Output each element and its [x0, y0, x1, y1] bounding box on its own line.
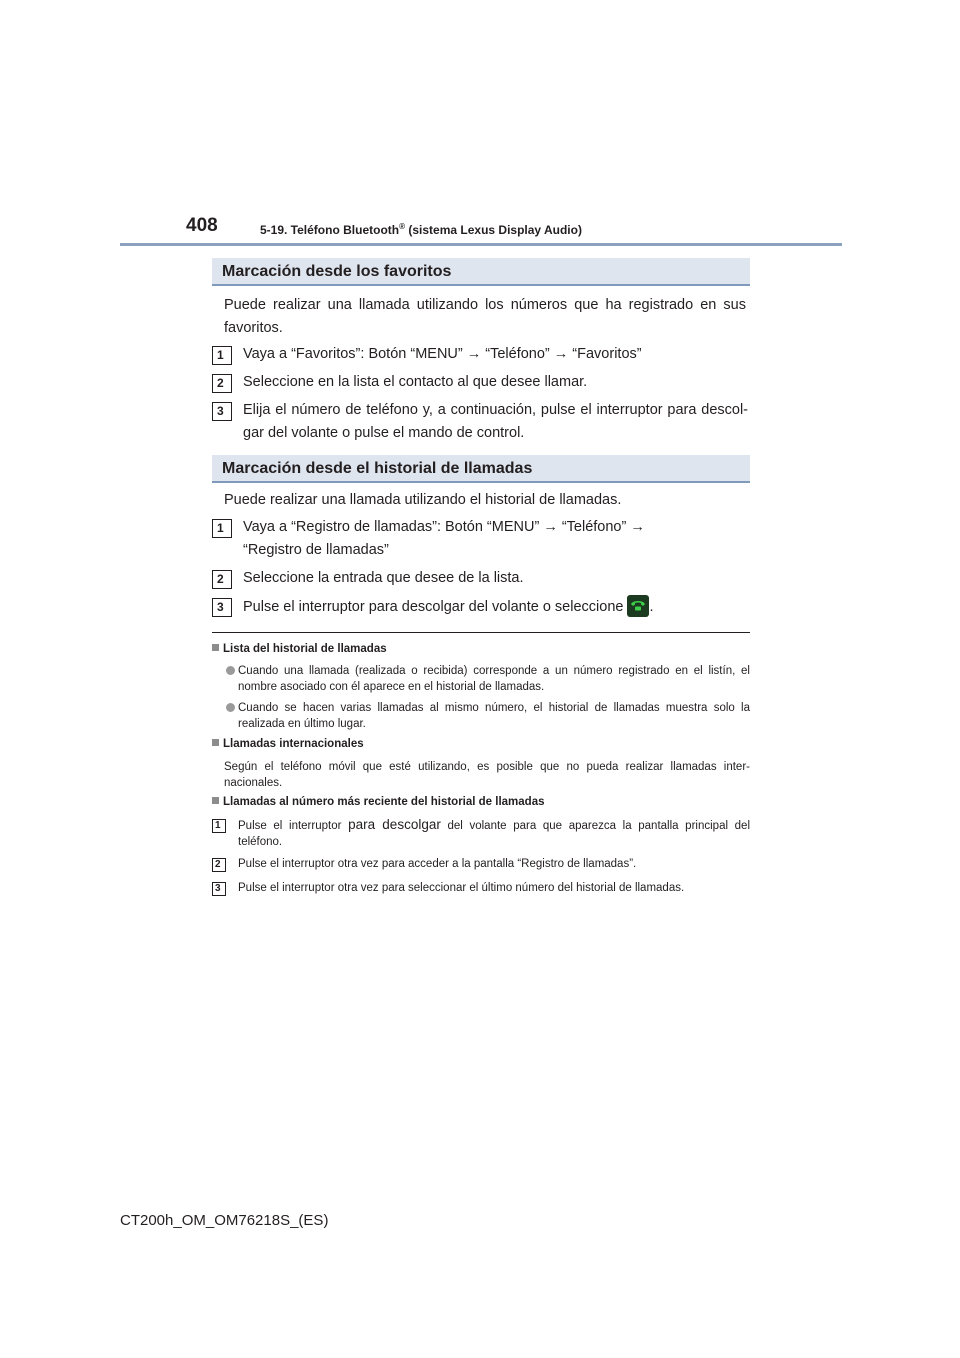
step-text: Seleccione la entrada que desee de la lista.: [243, 570, 524, 586]
chapter-title: 5-19. Teléfono Bluetooth® (sistema Lexus Display Audio): [260, 222, 582, 237]
step-text: Seleccione en la lista el contacto al que desee llamar.: [243, 374, 588, 390]
step-badge-3: 3: [212, 402, 232, 421]
step-text: Vaya a “Favoritos”: Botón “MENU” → “Teléfono” → “Favoritos”: [243, 346, 642, 362]
step-badge-3: 3: [212, 882, 226, 896]
step-text: Pulse el interruptor para descolgar del volante o seleccione .: [243, 595, 653, 619]
page-number: 408: [186, 215, 218, 236]
phone-handset-icon[interactable]: [627, 595, 649, 617]
square-bullet-icon: [212, 739, 219, 746]
section-favorites-intro: Puede realizar una llamada utilizando los números que ha registrado en sus favoritos.: [224, 297, 746, 336]
step-text: Vaya a “Registro de llamadas”: Botón “MENU” → “Teléfono” → “Registro de llamadas”: [243, 519, 645, 558]
note-body-international: Según el teléfono móvil que esté utilizando, es posible que no pueda realizar llamadas inter-nacionales.: [224, 761, 750, 789]
note-title-history-list: Lista del historial de llamadas: [212, 643, 387, 655]
bullet-dot-icon: [226, 666, 235, 675]
step-text: Elija el número de teléfono y, a continuación, pulse el interruptor para descol-gar del volante o pulse el mando de control.: [243, 402, 748, 441]
header-rule: [120, 243, 842, 246]
step-badge-1: 1: [212, 519, 232, 538]
step-text: Pulse el interruptor otra vez para seleccionar el último número del historial de llamadas.: [238, 882, 685, 894]
section-title-favorites: Marcación desde los favoritos: [212, 258, 750, 286]
step-badge-3: 3: [212, 598, 232, 617]
section-title-call-history: Marcación desde el historial de llamadas: [212, 455, 750, 483]
square-bullet-icon: [212, 797, 219, 804]
document-code: CT200h_OM_OM76218S_(ES): [120, 1212, 329, 1229]
step-badge-1: 1: [212, 819, 226, 833]
square-bullet-icon: [212, 644, 219, 651]
step-badge-2: 2: [212, 570, 232, 589]
notes-divider: [212, 632, 750, 633]
step-text: Pulse el interruptor otra vez para acceder a la pantalla “Registro de llamadas”.: [238, 858, 637, 870]
step-text: Pulse el interruptor para descolgar del volante para que aparezca la pantalla principal del teléfono.: [238, 817, 751, 848]
bullet-dot-icon: [226, 703, 235, 712]
list-item: Cuando una llamada (realizada o recibida) corresponde a un número registrado en el listín, el nombre asociado con él aparece en el historial de llamadas.: [226, 663, 750, 695]
note-title-international: Llamadas internacionales: [212, 738, 364, 750]
section-history-intro: Puede realizar una llamada utilizando el historial de llamadas.: [224, 492, 622, 508]
step-badge-1: 1: [212, 346, 232, 365]
step-badge-2: 2: [212, 374, 232, 393]
list-item: Cuando se hacen varias llamadas al mismo número, el historial de llamadas muestra solo la realizada en último lugar.: [226, 700, 750, 732]
note-title-recent-number: Llamadas al número más reciente del historial de llamadas: [212, 796, 545, 808]
step-badge-2: 2: [212, 858, 226, 872]
